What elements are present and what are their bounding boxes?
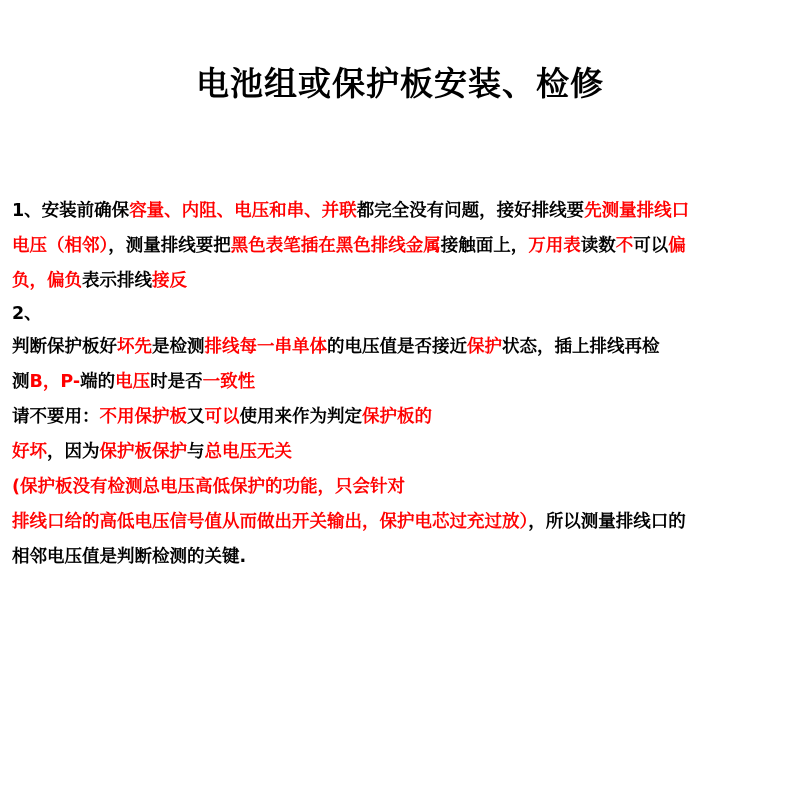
- body-text: 请不要用：: [12, 407, 100, 427]
- highlighted-text: 黑色表笔插在黑色排线金属: [230, 236, 441, 256]
- text-line: [12, 299, 788, 330]
- text-line: [12, 470, 788, 505]
- body-text: 使用来作为判定: [239, 407, 362, 427]
- highlighted-text: 好坏: [12, 442, 47, 462]
- body-text: 可以: [633, 236, 669, 256]
- body-text: 时是否: [150, 372, 203, 392]
- body-text: 2、: [12, 304, 42, 324]
- body-text: 是检测: [152, 337, 205, 357]
- highlighted-text: 可以: [204, 407, 240, 427]
- highlighted-text: 电压（相邻）: [12, 236, 109, 256]
- highlighted-text: 排线口给的高低电压信号值从而做出开关输出，保护电芯过充过放）: [12, 512, 529, 532]
- highlighted-text: 保护板的: [362, 407, 432, 427]
- highlighted-text: (保护板没有检测总电压高低保护的功能，只会针对: [12, 477, 405, 497]
- body-text: ，测量排线要把: [108, 236, 231, 256]
- highlighted-text: 容量、内阻、电压和串、并联: [129, 201, 357, 221]
- body-text: ，因为: [47, 442, 100, 462]
- highlighted-text: 排线每一串单体: [204, 337, 327, 357]
- highlighted-text: 不: [615, 236, 634, 256]
- highlighted-text: 偏: [668, 236, 686, 256]
- text-line: [12, 540, 788, 575]
- highlighted-text: 总电压无关: [204, 442, 292, 462]
- body-text: 与: [187, 442, 205, 462]
- document-body: [12, 194, 788, 575]
- body-text: 相邻电压值是判断检测的关键.: [12, 547, 247, 567]
- body-text: 测: [12, 372, 30, 392]
- text-line: [12, 330, 788, 365]
- highlighted-text: 一致性: [202, 372, 256, 392]
- body-text: 端的: [80, 372, 116, 392]
- highlighted-text: 不用保护板: [99, 407, 187, 427]
- body-text: 判断保护板好: [12, 337, 117, 357]
- body-text: 的电压值是否接近: [327, 337, 467, 357]
- page-title: 电池组或保护板安装、检修: [196, 64, 604, 103]
- body-text: 都完全没有问题，接好排线要: [356, 201, 585, 221]
- body-text: 状态，插上排线再检: [502, 337, 660, 357]
- body-text: 1、安装前确保: [12, 201, 130, 221]
- body-text: 接触面上，: [440, 236, 529, 256]
- highlighted-text: 负，偏负: [12, 271, 82, 291]
- body-text: 表示排线: [82, 271, 152, 291]
- highlighted-text: 电压: [115, 372, 151, 392]
- body-text: 又: [187, 407, 205, 427]
- highlighted-text: 接反: [152, 271, 187, 291]
- text-line: [12, 229, 788, 264]
- text-line: [12, 435, 788, 470]
- highlighted-text: 保护: [467, 337, 502, 357]
- body-text: ，所以测量排线口的: [528, 512, 686, 532]
- text-line: [12, 194, 788, 229]
- text-line: [12, 400, 788, 435]
- text-line: [12, 264, 788, 299]
- highlighted-text: 坏先: [117, 337, 152, 357]
- body-text: 读数: [580, 236, 616, 256]
- text-line: [12, 365, 788, 400]
- highlighted-text: 万用表: [528, 236, 581, 256]
- text-line: [12, 505, 788, 540]
- highlighted-text: 先测量排线口: [584, 201, 690, 221]
- highlighted-text: B，P-: [29, 372, 81, 392]
- highlighted-text: 保护板保护: [99, 442, 187, 462]
